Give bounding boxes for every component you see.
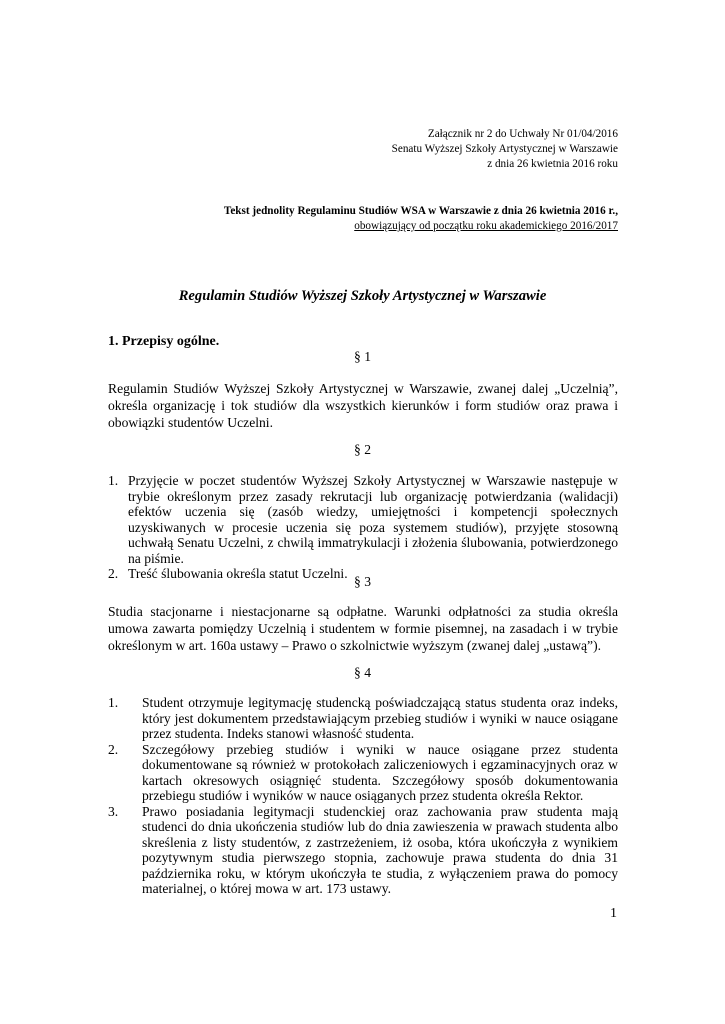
annex-header xyxy=(392,127,618,172)
unified-text-note xyxy=(224,204,618,234)
paragraph-4-sign: § 4 xyxy=(354,665,371,680)
list-item-text: Treść ślubowania określa statut Uczelni. xyxy=(128,566,348,581)
list-item-text: Prawo posiadania legitymacji studenckiej oraz zachowania praw studenta mają studenci do dnia ukończenia studiów lub do dnia zawieszenia w prawach studenta albo skreślenia z listy studentów, z zastrzeżeniem, iż osoba, która ukończyła z wynikiem pozytywnym studia pierwszego stopnia, zachowuje prawa studenta do dnia 31 października roku, w którym ukończyła te studia, z wyłączeniem prawa do pomocy materialnej, o której mowa w art. 173 ustawy. xyxy=(142,803,618,896)
list-item xyxy=(108,804,618,897)
section-1-heading: 1. Przepisy ogólne. xyxy=(108,334,220,349)
paragraph-4-list xyxy=(108,695,618,897)
list-item xyxy=(108,695,618,742)
paragraph-3-text: Studia stacjonarne i niestacjonarne są odpłatne. Warunki odpłatności za studia określa umowa zawarta pomiędzy Uczelnią i studentem w formie pisemnej, na zasadach i w trybie określonym w art. 160a ustawy – Prawo o szkolnictwie wyższym (zwanej dalej „ustawą”). xyxy=(108,604,618,653)
list-item-text: Przyjęcie w poczet studentów Wyższej Szkoły Artystycznej w Warszawie następuje w trybie określonym przez zasady rekrutacji lub organizację potwierdzania (walidacji) efektów uczenia się (zasób wiedzy, umiejętności i kompetencji społecznych uzyskiwanych w procesie uczenia się poza systemem studiów), przyjęte stosowną uchwałą Senatu Uczelni, z chwilą immatrykulacji i złożenia ślubowania, potwierdzonego na piśmie. xyxy=(128,473,618,566)
paragraph-3-sign: § 3 xyxy=(354,574,371,589)
paragraph-2-list xyxy=(108,473,618,582)
list-item xyxy=(108,742,618,804)
list-item-number: 3. xyxy=(108,803,119,819)
paragraph-1-text: Regulamin Studiów Wyższej Szkoły Artystycznej w Warszawie, zwanej dalej „Uczelnią”, określa organizację i tok studiów dla wszystkich kierunków i form studiów oraz prawa i obowiązki studentów Uczelni. xyxy=(108,381,618,430)
annex-line-2: Senatu Wyższej Szkoły Artystycznej w Warszawie xyxy=(391,143,618,155)
page-number: 1 xyxy=(610,906,617,921)
list-item-number: 1. xyxy=(108,473,119,488)
annex-line-1: Załącznik nr 2 do Uchwały Nr 01/04/2016 xyxy=(427,128,618,140)
list-item-number: 2. xyxy=(108,741,119,757)
list-item-number: 2. xyxy=(108,566,119,581)
document-title: Regulamin Studiów Wyższej Szkoły Artystycznej w Warszawie xyxy=(178,288,547,304)
paragraph-1-sign: § 1 xyxy=(354,349,371,364)
unified-line-2: obowiązujący od początku roku akademickiego 2016/2017 xyxy=(354,220,618,232)
unified-line-1: Tekst jednolity Regulaminu Studiów WSA w Warszawie z dnia 26 kwietnia 2016 r., xyxy=(223,205,618,217)
list-item-text: Student otrzymuje legitymację studencką poświadczającą status studenta oraz indeks, który jest dokumentem przedstawiającym przebieg studiów i wyniki w nauce osiągane przez studenta. Indeks stanowi własność studenta. xyxy=(142,695,618,741)
paragraph-2-sign: § 2 xyxy=(354,442,371,457)
annex-line-3: z dnia 26 kwietnia 2016 roku xyxy=(487,158,618,170)
list-item-text: Szczegółowy przebieg studiów i wyniki w nauce osiągane przez studenta dokumentowane są również w protokołach zaliczeniowych i egzaminacyjnych oraz w kartach okresowych osiągnięć studenta. Szczegółowy sposób dokumentowania przebiegu studiów i wyników w nauce osiąganych przez studenta określa Rektor. xyxy=(142,741,618,803)
list-item xyxy=(108,473,618,566)
list-item-number: 1. xyxy=(108,695,119,710)
